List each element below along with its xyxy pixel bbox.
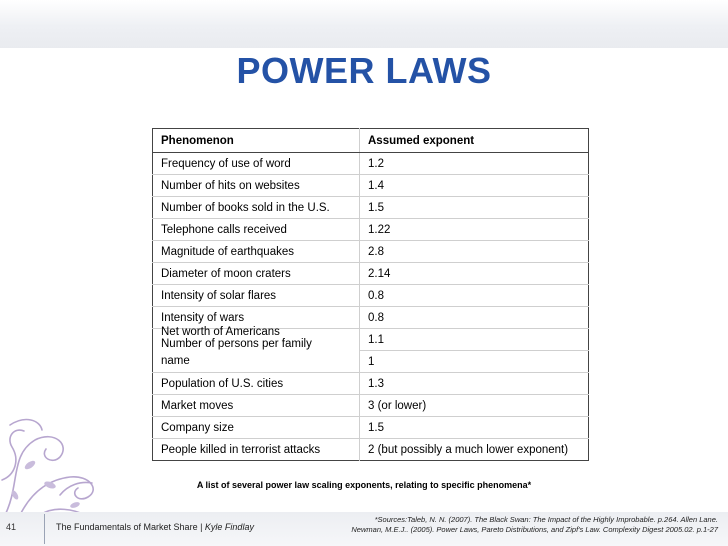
- exponent-cell: 1.4: [360, 175, 589, 197]
- header-band: [0, 0, 728, 48]
- phenomenon-cell: Intensity of solar flares: [153, 285, 360, 307]
- footer-course-title: [56, 522, 254, 532]
- exponent-cell: 1.3: [360, 373, 589, 395]
- phenomenon-cell: Population of U.S. cities: [153, 373, 360, 395]
- phenomenon-cell-overlap: [153, 326, 360, 351]
- table-header-row: [153, 129, 589, 153]
- sources-footnote: [298, 515, 718, 535]
- power-law-table: [152, 128, 589, 461]
- table-row: [153, 175, 589, 197]
- table-row: [153, 219, 589, 241]
- floral-swirl-ornament-icon: [0, 385, 120, 520]
- exponent-cell: 2.8: [360, 241, 589, 263]
- exponent-cell: 1.22: [360, 219, 589, 241]
- phenomenon-cell: Magnitude of earthquakes: [153, 241, 360, 263]
- footer-divider: [44, 514, 45, 544]
- slide-title: POWER LAWS: [236, 50, 492, 91]
- phenomenon-cell: Diameter of moon craters: [153, 263, 360, 285]
- table-row: [153, 439, 589, 461]
- phenomenon-cell: Market moves: [153, 395, 360, 417]
- table-row: [153, 417, 589, 439]
- author-name: Kyle Findlay: [204, 522, 254, 532]
- exponent-cell: 0.8: [360, 307, 589, 329]
- source-line: *Sources:Taleb, N. N. (2007). The Black Swan: The Impact of the Highly Improbable. p.264. Allen Lane.: [374, 515, 718, 524]
- exponent-cell: 1.5: [360, 417, 589, 439]
- exponent-cell: 2 (but possibly a much lower exponent): [368, 443, 569, 456]
- column-header-exponent: Assumed exponent: [360, 129, 589, 153]
- table-row: [153, 197, 589, 219]
- table-row: [153, 395, 589, 417]
- exponent-cell: 0.8: [360, 285, 589, 307]
- phenomenon-text: Number of persons per family: [161, 338, 312, 350]
- exponent-cell: 1.5: [360, 197, 589, 219]
- table-row: [153, 263, 589, 285]
- table-row: [153, 373, 589, 395]
- phenomenon-cell: Frequency of use of word: [153, 153, 360, 175]
- phenomenon-cell: name: [153, 351, 360, 373]
- table-row: [153, 241, 589, 263]
- page-number: 41: [6, 522, 17, 532]
- table-row: [153, 285, 589, 307]
- phenomenon-cell: People killed in terrorist attacks: [153, 439, 360, 461]
- phenomenon-cell: Company size: [153, 417, 360, 439]
- exponent-cell: 3 (or lower): [360, 395, 589, 417]
- footer-separator: |: [197, 522, 205, 532]
- table-row: [153, 153, 589, 175]
- phenomenon-cell: Number of hits on websites: [153, 175, 360, 197]
- phenomenon-text: Net worth of Americans: [161, 326, 280, 338]
- source-line: Newman, M.E.J.. (2005). Power Laws, Pareto Distributions, and Zipf's Law. Complexity Digest 2005.02. p.1-27: [351, 525, 718, 534]
- exponent-cell: 1.1: [360, 329, 589, 351]
- table-row: [153, 351, 589, 373]
- phenomenon-cell: Number of books sold in the U.S.: [153, 197, 360, 219]
- table-row: [153, 329, 589, 351]
- exponent-cell: 2.14: [360, 263, 589, 285]
- course-name: The Fundamentals of Market Share: [56, 522, 198, 532]
- exponent-cell: 1.2: [360, 153, 589, 175]
- phenomenon-cell: Intensity of wars: [153, 307, 360, 329]
- column-header-phenomenon: Phenomenon: [153, 129, 360, 153]
- phenomenon-cell: Telephone calls received: [153, 219, 360, 241]
- table-caption: A list of several power law scaling exponents, relating to specific phenomena*: [196, 480, 532, 490]
- exponent-cell: 1: [360, 351, 589, 373]
